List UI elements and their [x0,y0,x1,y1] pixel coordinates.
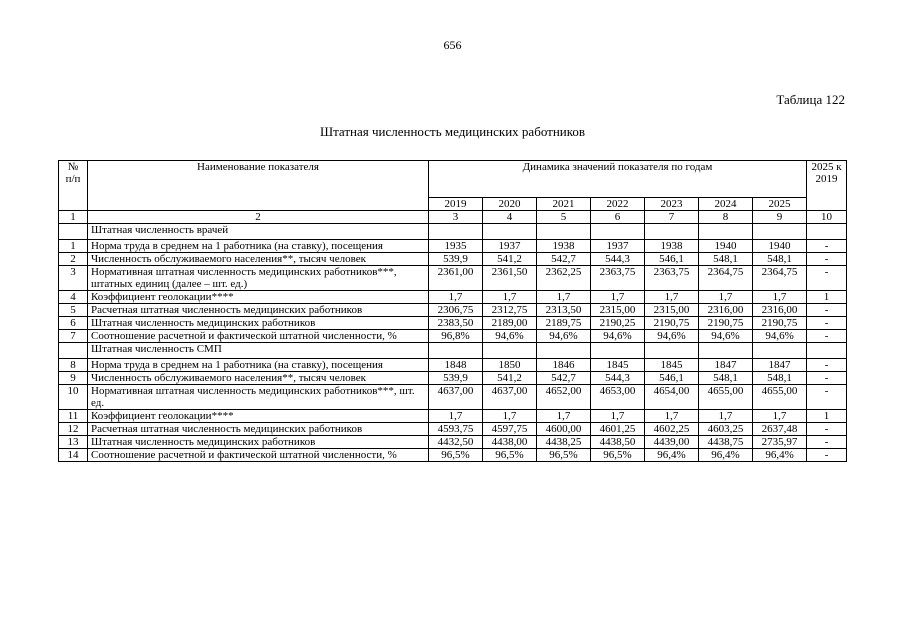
value-cell: 96,5% [537,449,591,462]
section-row [59,343,847,359]
value-cell: 541,2 [483,253,537,266]
value-cell: 96,8% [429,330,483,343]
empty-cell [753,224,807,240]
value-cell: 1937 [591,240,645,253]
column-index: 7 [645,211,699,224]
row-name: Расчетная штатная численность медицинских работников [88,304,429,317]
row-num: 5 [59,304,88,317]
value-cell: 1848 [429,359,483,372]
row-name: Численность обслуживаемого населения**, тысяч человек [88,372,429,385]
value-cell: 542,7 [537,372,591,385]
table-row [59,330,847,343]
row-num: 10 [59,385,88,410]
value-cell: 2313,50 [537,304,591,317]
ratio-cell: - [807,385,847,410]
value-cell: 2316,00 [753,304,807,317]
empty-cell [429,343,483,359]
table-row [59,449,847,462]
ratio-cell: - [807,423,847,436]
row-num-cell [59,224,88,240]
column-index: 6 [591,211,645,224]
value-cell: 96,4% [645,449,699,462]
value-cell: 1,7 [591,291,645,304]
value-cell: 4655,00 [699,385,753,410]
row-name: Коэффициент геолокации**** [88,291,429,304]
row-name: Штатная численность медицинских работников [88,317,429,330]
row-num: 7 [59,330,88,343]
empty-cell [591,224,645,240]
value-cell: 544,3 [591,253,645,266]
value-cell: 1940 [699,240,753,253]
value-cell: 548,1 [699,372,753,385]
column-index: 9 [753,211,807,224]
value-cell: 1,7 [753,291,807,304]
value-cell: 1938 [537,240,591,253]
value-cell: 2363,75 [591,266,645,291]
value-cell: 96,5% [483,449,537,462]
value-cell: 4438,25 [537,436,591,449]
column-index: 5 [537,211,591,224]
value-cell: 96,5% [591,449,645,462]
column-index: 4 [483,211,537,224]
value-cell: 4597,75 [483,423,537,436]
value-cell: 2312,75 [483,304,537,317]
value-cell: 1,7 [537,410,591,423]
row-num: 4 [59,291,88,304]
value-cell: 4438,00 [483,436,537,449]
year-header: 2024 [699,198,753,211]
ratio-cell: - [807,449,847,462]
value-cell: 1846 [537,359,591,372]
value-cell: 2361,50 [483,266,537,291]
table-row [59,266,847,291]
value-cell: 1847 [699,359,753,372]
value-cell: 1937 [483,240,537,253]
row-name: Соотношение расчетной и фактической штатной численности, % [88,330,429,343]
column-index: 2 [88,211,429,224]
staffing-table [58,160,847,462]
value-cell: 548,1 [753,372,807,385]
row-name: Расчетная штатная численность медицинских работников [88,423,429,436]
value-cell: 4601,25 [591,423,645,436]
table-row [59,291,847,304]
value-cell: 1,7 [429,291,483,304]
table-row [59,240,847,253]
value-cell: 4653,00 [591,385,645,410]
table-row [59,410,847,423]
value-cell: 94,6% [483,330,537,343]
value-cell: 4438,50 [591,436,645,449]
section-label: Штатная численность врачей [88,224,429,240]
value-cell: 1,7 [753,410,807,423]
value-cell: 1845 [645,359,699,372]
row-num: 1 [59,240,88,253]
row-name: Коэффициент геолокации**** [88,410,429,423]
empty-cell [753,343,807,359]
ratio-cell: 1 [807,291,847,304]
year-header: 2020 [483,198,537,211]
value-cell: 546,1 [645,372,699,385]
value-cell: 548,1 [753,253,807,266]
value-cell: 2364,75 [699,266,753,291]
ratio-cell: - [807,436,847,449]
document-title: Штатная численность медицинских работников [319,124,586,139]
empty-cell [807,224,847,240]
value-cell: 4652,00 [537,385,591,410]
ratio-cell: - [807,317,847,330]
empty-cell [483,343,537,359]
value-cell: 544,3 [591,372,645,385]
value-cell: 2363,75 [645,266,699,291]
value-cell: 1940 [753,240,807,253]
value-cell: 1,7 [591,410,645,423]
value-cell: 2189,75 [537,317,591,330]
table-row [59,317,847,330]
row-num: 12 [59,423,88,436]
value-cell: 1935 [429,240,483,253]
column-index: 10 [807,211,847,224]
table-row [59,385,847,410]
value-cell: 4432,50 [429,436,483,449]
empty-cell [645,343,699,359]
row-name: Норма труда в среднем на 1 работника (на ставку), посещения [88,359,429,372]
value-cell: 94,6% [753,330,807,343]
page-number: 656 [443,38,462,52]
value-cell: 2306,75 [429,304,483,317]
value-cell: 96,5% [429,449,483,462]
value-cell: 542,7 [537,253,591,266]
ratio-cell: - [807,253,847,266]
ratio-cell: - [807,330,847,343]
table-row [59,359,847,372]
year-header: 2022 [591,198,645,211]
row-num: 14 [59,449,88,462]
value-cell: 1,7 [645,410,699,423]
empty-cell [429,224,483,240]
value-cell: 1,7 [483,410,537,423]
value-cell: 2383,50 [429,317,483,330]
value-cell: 2316,00 [699,304,753,317]
table-row [59,423,847,436]
table-label: Таблица 122 [776,92,845,107]
table-row [59,304,847,317]
value-cell: 2735,97 [753,436,807,449]
ratio-cell: 1 [807,410,847,423]
empty-cell [699,224,753,240]
value-cell: 94,6% [645,330,699,343]
value-cell: 2190,75 [753,317,807,330]
table-row [59,253,847,266]
row-name: Численность обслуживаемого населения**, тысяч человек [88,253,429,266]
value-cell: 2315,00 [645,304,699,317]
value-cell: 96,4% [699,449,753,462]
row-num: 6 [59,317,88,330]
value-cell: 539,9 [429,253,483,266]
value-cell: 4603,25 [699,423,753,436]
value-cell: 4654,00 [645,385,699,410]
table-row [59,372,847,385]
row-name: Нормативная штатная численность медицинских работников***, шт. ед. [88,385,429,410]
value-cell: 94,6% [699,330,753,343]
ratio-cell: - [807,359,847,372]
row-name: Нормативная штатная численность медицинских работников***, штатных единиц (далее – шт. ед.) [88,266,429,291]
value-cell: 1850 [483,359,537,372]
value-cell: 1938 [645,240,699,253]
ratio-cell: - [807,266,847,291]
value-cell: 2189,00 [483,317,537,330]
value-cell: 4439,00 [645,436,699,449]
row-num-cell [59,343,88,359]
value-cell: 2637,48 [753,423,807,436]
value-cell: 4600,00 [537,423,591,436]
year-header: 2019 [429,198,483,211]
row-num: 3 [59,266,88,291]
value-cell: 1,7 [429,410,483,423]
header-dynamics: Динамика значений показателя по годам [429,161,807,198]
value-cell: 1,7 [483,291,537,304]
section-label: Штатная численность СМП [88,343,429,359]
table-row [59,436,847,449]
row-name: Штатная численность медицинских работников [88,436,429,449]
value-cell: 2364,75 [753,266,807,291]
year-header: 2023 [645,198,699,211]
value-cell: 1,7 [645,291,699,304]
empty-cell [591,343,645,359]
value-cell: 1,7 [699,410,753,423]
row-num: 8 [59,359,88,372]
column-index: 1 [59,211,88,224]
value-cell: 96,4% [753,449,807,462]
value-cell: 2315,00 [591,304,645,317]
value-cell: 541,2 [483,372,537,385]
year-header: 2021 [537,198,591,211]
value-cell: 539,9 [429,372,483,385]
value-cell: 94,6% [537,330,591,343]
row-num: 13 [59,436,88,449]
value-cell: 4637,00 [429,385,483,410]
value-cell: 1,7 [537,291,591,304]
ratio-cell: - [807,240,847,253]
empty-cell [537,343,591,359]
year-header: 2025 [753,198,807,211]
value-cell: 2190,75 [645,317,699,330]
value-cell: 2361,00 [429,266,483,291]
value-cell: 4637,00 [483,385,537,410]
value-cell: 4593,75 [429,423,483,436]
header-name: Наименование показателя [88,161,429,211]
ratio-cell: - [807,372,847,385]
value-cell: 548,1 [699,253,753,266]
section-row [59,224,847,240]
value-cell: 1845 [591,359,645,372]
value-cell: 4655,00 [753,385,807,410]
value-cell: 2190,25 [591,317,645,330]
value-cell: 2362,25 [537,266,591,291]
header-num: № п/п [59,161,88,211]
empty-cell [483,224,537,240]
empty-cell [807,343,847,359]
empty-cell [537,224,591,240]
row-num: 9 [59,372,88,385]
ratio-cell: - [807,304,847,317]
row-num: 2 [59,253,88,266]
row-name: Соотношение расчетной и фактической штатной численности, % [88,449,429,462]
value-cell: 2190,75 [699,317,753,330]
value-cell: 546,1 [645,253,699,266]
value-cell: 1,7 [699,291,753,304]
value-cell: 94,6% [591,330,645,343]
column-index-row [59,211,847,224]
empty-cell [699,343,753,359]
row-num: 11 [59,410,88,423]
column-index: 8 [699,211,753,224]
value-cell: 4438,75 [699,436,753,449]
header-ratio: 2025 к 2019 [807,161,847,211]
row-name: Норма труда в среднем на 1 работника (на ставку), посещения [88,240,429,253]
value-cell: 4602,25 [645,423,699,436]
value-cell: 1847 [753,359,807,372]
empty-cell [645,224,699,240]
column-index: 3 [429,211,483,224]
